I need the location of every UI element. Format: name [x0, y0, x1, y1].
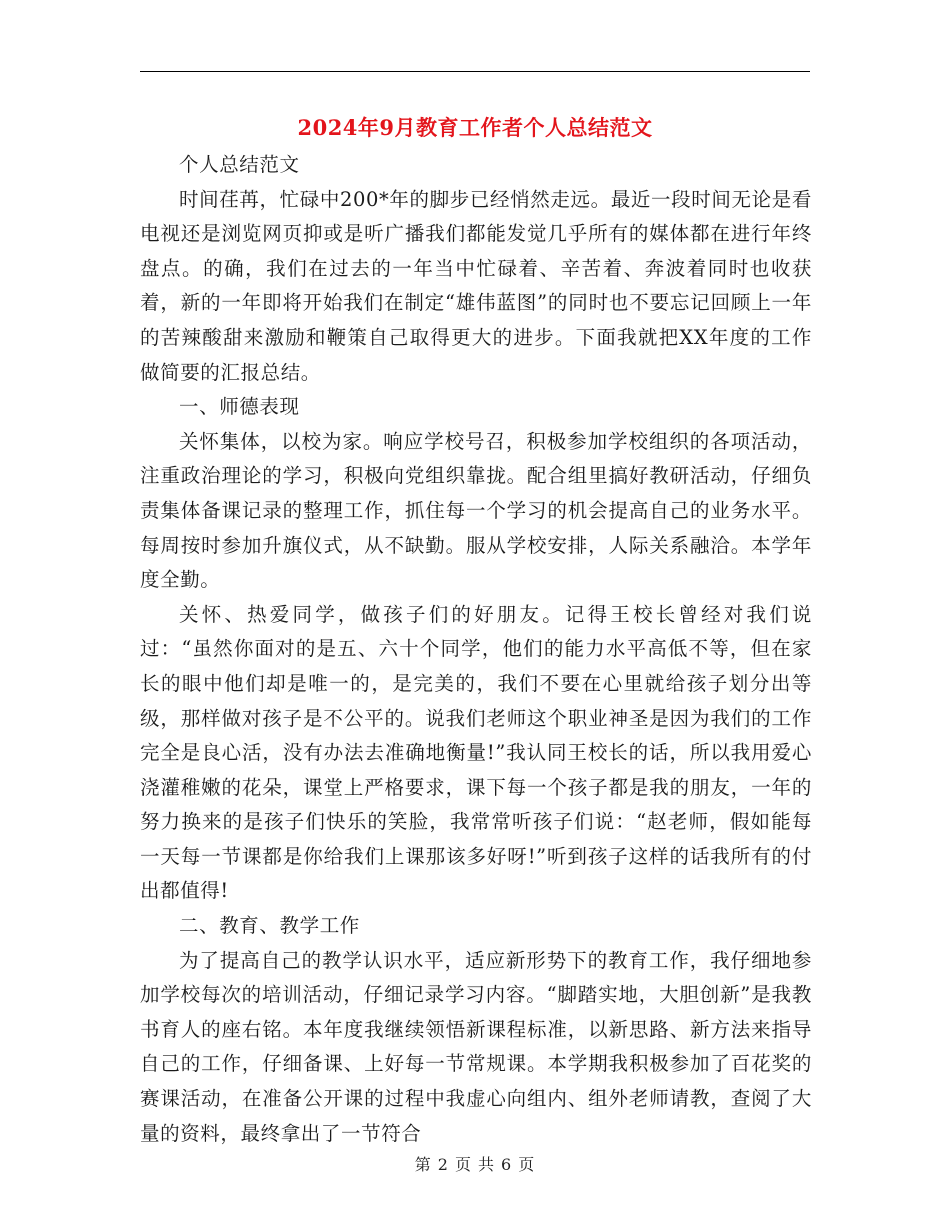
paragraph-subtitle: 个人总结范文: [179, 153, 300, 176]
footer-page-number: 2: [437, 1155, 449, 1174]
paragraph-collective: 关怀集体，以校为家。响应学校号召，积极参加学校组织的各项活动，注重政治理论的学习，积极向党组织靠拢。配合组里搞好教研活动，仔细负责集体备课记录的整理工作，抓住每一个学习的机会提高自己的业务水平。每周按时参加升旗仪式，从不缺勤。服从学校安排，人际关系融洽。本学年度全勤。: [140, 429, 812, 592]
section-heading-ethics: 一、师德表现: [179, 395, 300, 419]
document-title: 2024年9月教育工作者个人总结范文: [297, 115, 653, 140]
header-rule: [140, 71, 810, 72]
paragraph-intro: 时间荏苒，忙碌中200*年的脚步已经悄然走远。最近一段时间无论是看电视还是浏览网页抑或是听广播我们都能发觉几乎所有的媒体都在进行年终盘点。的确，我们在过去的一年当中忙碌着、辛苦着、奔波着同时也收获着，新的一年即将开始我们在制定“雄伟蓝图”的同时也不要忘记回顾上一年的苦辣酸甜来激励和鞭策自己取得更大的进步。下面我就把XX年度的工作做简要的汇报总结。: [140, 187, 812, 384]
footer-total-label: 共: [478, 1155, 496, 1174]
paragraph-teaching: 为了提高自己的教学认识水平，适应新形势下的教育工作，我仔细地参加学校每次的培训活动，仔细记录学习内容。“脚踏实地，大胆创新”是我教书育人的座右铭。本年度我继续领悟新课程标准，以新思路、新方法来指导自己的工作，仔细备课、上好每一节常规课。本学期我积极参加了百花奖的赛课活动，在准备公开课的过程中我虚心向组内、组外老师请教，查阅了大量的资料，最终拿出了一节符合: [140, 948, 812, 1145]
footer-total-pages: 6: [501, 1155, 513, 1174]
footer-prefix: 第: [414, 1155, 432, 1174]
footer-page-label: 页: [454, 1155, 472, 1174]
document-body: [140, 148, 812, 1151]
footer-suffix: 页: [518, 1155, 536, 1174]
paragraph-students: 关怀、热爱同学，做孩子们的好朋友。记得王校长曾经对我们说过：“虽然你面对的是五、六十个同学，他们的能力水平高低不等，但在家长的眼中他们却是唯一的，是完美的，我们不要在心里就给孩子划分出等级，那样做对孩子是不公平的。说我们老师这个职业神圣是因为我们的工作完全是良心活，没有办法去准确地衡量!”我认同王校长的话，所以我用爱心浇灌稚嫩的花朵，课堂上严格要求，课下每一个孩子都是我的朋友，一年的努力换来的是孩子们快乐的笑脸，我常常听孩子们说：“赵老师，假如能每一天每一节课都是你给我们上课那该多好呀!”听到孩子这样的话我所有的付出都值得!: [140, 602, 812, 903]
page-footer: [0, 1152, 950, 1175]
section-heading-teaching: 二、教育、教学工作: [179, 914, 360, 938]
